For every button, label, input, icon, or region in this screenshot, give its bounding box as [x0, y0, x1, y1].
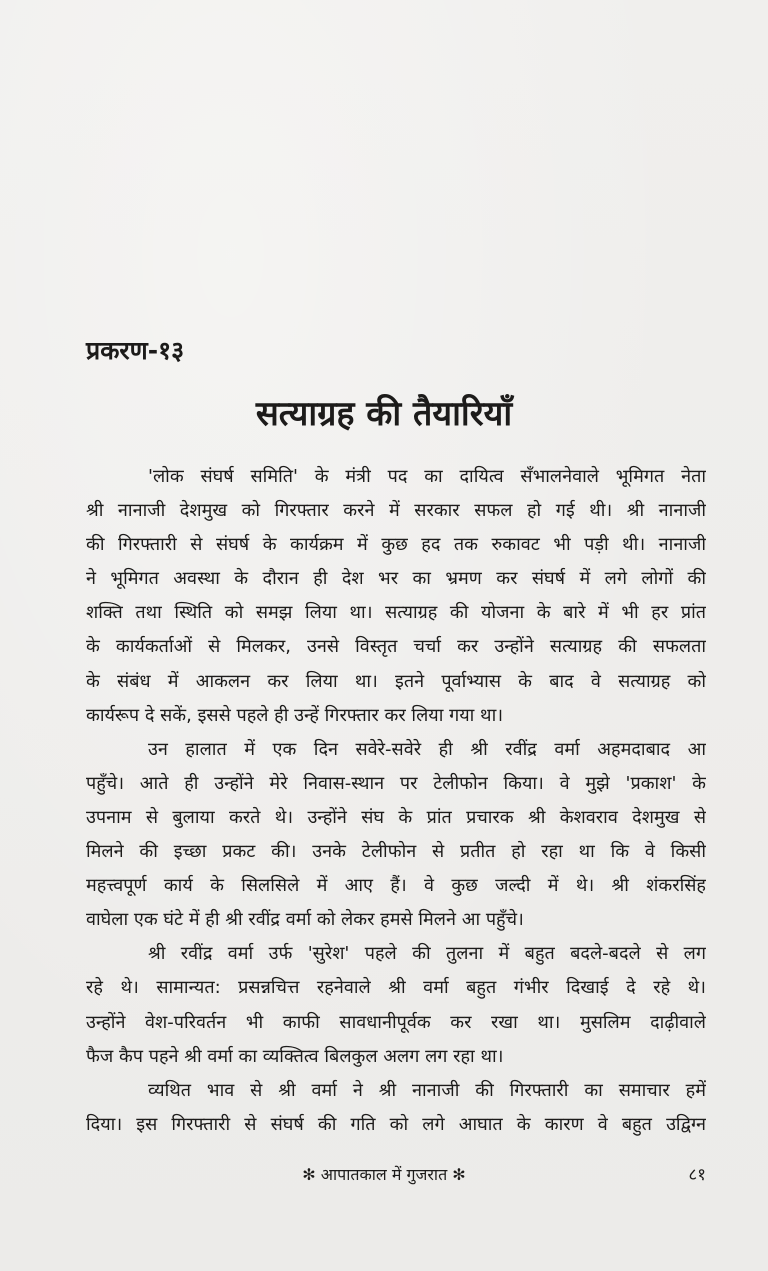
chapter-title: सत्याग्रह की तैयारियाँ [255, 394, 513, 434]
paragraph [86, 460, 706, 733]
text-line: रहे थे। सामान्यत: प्रसन्नचित्त रहनेवाले श्री वर्मा बहुत गंभीर दिखाई दे रहे थे। [86, 977, 706, 999]
running-footer-title: ✻ आपातकाल में गुजरात ✻ [302, 1165, 466, 1184]
text-line: वाघेला एक घंटे में ही श्री रवींद्र वर्मा को लेकर हमसे मिलने आ पहुँचे। [86, 909, 524, 931]
paragraph [86, 733, 706, 938]
text-line: महत्त्वपूर्ण कार्य के सिलसिले में आए हैं। वे कुछ जल्दी में थे। श्री शंकरसिंह [86, 875, 706, 897]
text-line: 'लोक संघर्ष समिति' के मंत्री पद का दायित्व सँभालनेवाले भूमिगत नेता [148, 466, 706, 487]
text-line: के कार्यकर्ताओं से मिलकर, उनसे विस्तृत चर्चा कर उन्होंने सत्याग्रह की सफलता [86, 636, 706, 658]
page-footer [0, 1163, 768, 1187]
text-line: व्यथित भाव से श्री वर्मा ने श्री नानाजी की गिरफ्तारी का समाचार हमें [148, 1079, 706, 1101]
text-line: उपनाम से बुलाया करते थे। उन्होंने संघ के प्रांत प्रचारक श्री केशवराव देशमुख से [86, 806, 706, 828]
text-line: मिलने की इच्छा प्रकट की। उनके टेलीफोन से प्रतीत हो रहा था कि वे किसी [86, 841, 706, 863]
text-line: कार्यरूप दे सकें, इससे पहले ही उन्हें गिरफ्तार कर लिया गया था। [86, 704, 504, 726]
text-line: फैज कैप पहने श्री वर्मा का व्यक्तित्व बिलकुल अलग लग रहा था। [86, 1045, 504, 1067]
text-line: श्री नानाजी देशमुख को गिरफ्तार करने में सरकार सफल हो गई थी। श्री नानाजी [86, 500, 706, 522]
paragraph [86, 937, 706, 1073]
body-text [86, 460, 706, 1142]
chapter-label: प्रकरण-१३ [86, 336, 185, 365]
paragraph [86, 1074, 706, 1142]
page-number: ८१ [688, 1165, 706, 1185]
text-line: उन हालात में एक दिन सवेरे-सवेरे ही श्री रवींद्र वर्मा अहमदाबाद आ [148, 738, 706, 760]
text-line: शक्ति तथा स्थिति को समझ लिया था। सत्याग्रह की योजना के बारे में भी हर प्रांत [86, 602, 706, 624]
text-line: ने भूमिगत अवस्था के दौरान ही देश भर का भ्रमण कर संघर्ष में लगे लोगों की [86, 568, 706, 590]
text-line: दिया। इस गिरफ्तारी से संघर्ष की गति को लगे आघात के कारण वे बहुत उद्विग्न [86, 1113, 706, 1135]
text-line: की गिरफ्तारी से संघर्ष के कार्यक्रम में कुछ हद तक रुकावट भी पड़ी थी। नानाजी [86, 534, 706, 556]
text-line: के संबंध में आकलन कर लिया था। इतने पूर्वाभ्यास के बाद वे सत्याग्रह को [86, 670, 706, 692]
text-line: उन्होंने वेश-परिवर्तन भी काफी सावधानीपूर्वक कर रखा था। मुसलिम दाढ़ीवाले [86, 1011, 706, 1033]
text-line: पहुँचे। आते ही उन्होंने मेरे निवास-स्थान पर टेलीफोन किया। वे मुझे 'प्रकाश' के [86, 772, 706, 794]
text-line: श्री रवींद्र वर्मा उर्फ 'सुरेश' पहले की तुलना में बहुत बदले-बदले से लग [148, 943, 706, 965]
